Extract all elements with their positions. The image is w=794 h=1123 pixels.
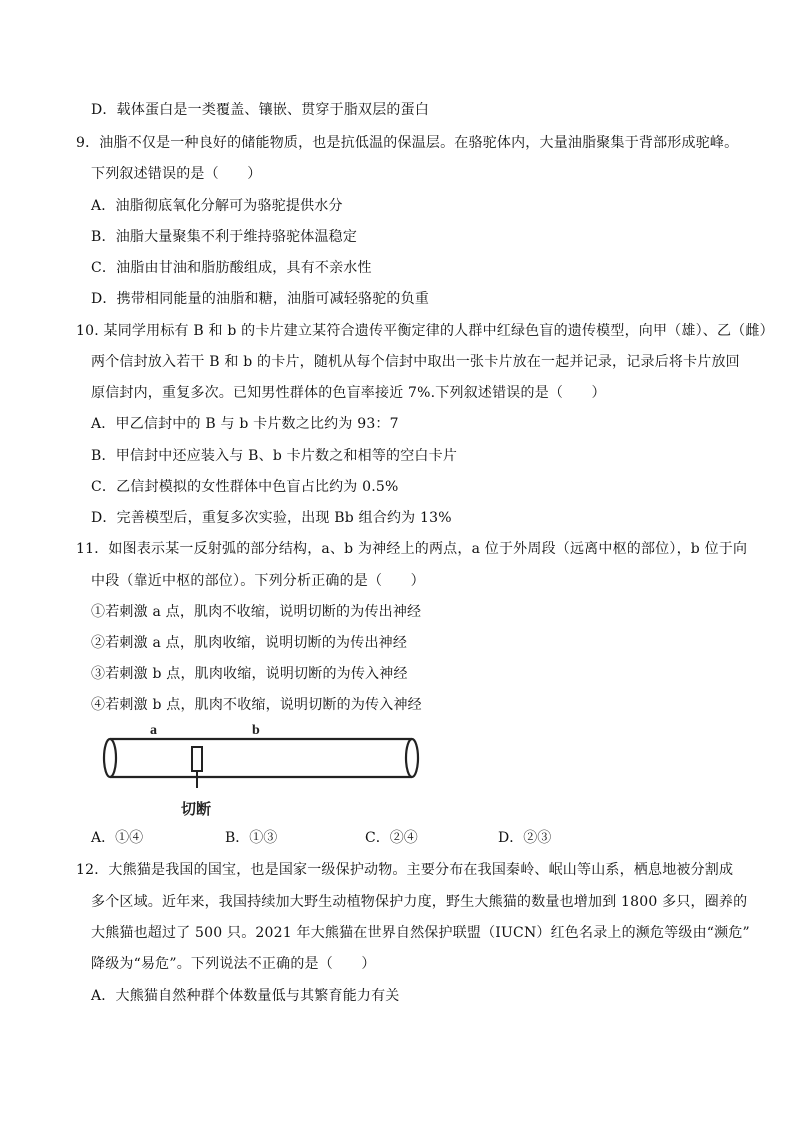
q8-option-d: D．载体蛋白是一类覆盖、镶嵌、贯穿于脂双层的蛋白 — [91, 102, 430, 118]
nerve-left-end — [104, 739, 116, 777]
q9-stem-line-1: 9．油脂不仅是一种良好的储能物质，也是抗低温的保温层。在骆驼体内，大量油脂聚集于背部形成驼峰。 — [76, 135, 739, 151]
q11-statement-2: ②若刺激 a 点，肌肉收缩，说明切断的为传出神经 — [91, 635, 408, 651]
q12-stem-line-3: 大熊猫也超过了 500 只。2021 年大熊猫在世界自然保护联盟（IUCN）红色名录上的濒危等级由“濒危” — [91, 925, 750, 941]
q12-option-a: A．大熊猫自然种群个体数量低与其繁育能力有关 — [91, 988, 400, 1004]
q11-option-d: D．②③ — [498, 830, 552, 846]
q9-option-b: B．油脂大量聚集不利于维持骆驼体温稳定 — [91, 229, 358, 245]
q10-stem-line-3: 原信封内，重复多次。已知男性群体的色盲率接近 7%.下列叙述错误的是（ ） — [91, 385, 606, 401]
q10-stem-line-1: 10. 某同学用标有 B 和 b 的卡片建立某符合遗传平衡定律的人群中红绿色盲的遗传模型，向甲（雄）、乙（雌） — [76, 323, 774, 339]
q11-stem-line-2: 中段（靠近中枢的部位）。下列分析正确的是（ ） — [91, 573, 425, 589]
q12-stem-line-2: 多个区域。近年来，我国持续加大野生动植物保护力度，野生大熊猫的数量也增加到 1800 多只，圈养的 — [91, 894, 748, 910]
q9-stem-line-2: 下列叙述错误的是（ ） — [91, 166, 262, 182]
q10-option-b: B．甲信封中还应装入与 B、b 卡片数之和相等的空白卡片 — [91, 448, 458, 464]
q12-stem-line-4: 降级为“易危”。下列说法不正确的是（ ） — [91, 956, 376, 972]
q11-options — [91, 828, 711, 850]
q11-option-c: C．②④ — [365, 830, 418, 846]
point-b-label: b — [252, 723, 260, 738]
point-a-label: a — [150, 723, 157, 738]
q11-stem-line-1: 11．如图表示某一反射弧的部分结构，a、b 为神经上的两点，a 位于外周段（远离中枢的部位），b 位于向 — [76, 541, 748, 557]
q12-stem-line-1: 12．大熊猫是我国的国宝，也是国家一级保护动物。主要分布在我国秦岭、岷山等山系，栖息地被分割成 — [76, 862, 734, 878]
q9-option-d: D．携带相同能量的油脂和糖，油脂可减轻骆驼的负重 — [91, 291, 430, 307]
q9-option-a: A．油脂彻底氧化分解可为骆驼提供水分 — [91, 198, 343, 214]
q10-option-d: D．完善模型后，重复多次实验，出现 Bb 组合约为 13% — [91, 510, 452, 526]
cut-label: 切断 — [181, 800, 212, 818]
cut-marker — [192, 747, 202, 771]
q10-stem-line-2: 两个信封放入若干 B 和 b 的卡片，随机从每个信封中取出一张卡片放在一起并记录，记录后将卡片放回 — [91, 354, 740, 370]
nerve-diagram — [100, 718, 430, 824]
q10-option-a: A．甲乙信封中的 B 与 b 卡片数之比约为 93：7 — [91, 416, 399, 432]
nerve-right-end — [406, 739, 418, 777]
q11-statement-4: ④若刺激 b 点，肌肉不收缩，说明切断的为传入神经 — [91, 697, 422, 713]
q9-option-c: C．油脂由甘油和脂肪酸组成，具有不亲水性 — [91, 260, 372, 276]
nerve-figure — [100, 718, 430, 824]
q11-statement-1: ①若刺激 a 点，肌肉不收缩，说明切断的为传出神经 — [91, 604, 422, 620]
q11-option-b: B．①③ — [225, 830, 278, 846]
q11-statement-3: ③若刺激 b 点，肌肉收缩，说明切断的为传入神经 — [91, 666, 408, 682]
nerve-outline — [110, 739, 412, 777]
q11-option-a: A．①④ — [91, 830, 144, 846]
q10-option-c: C．乙信封模拟的女性群体中色盲占比约为 0.5% — [91, 479, 399, 495]
